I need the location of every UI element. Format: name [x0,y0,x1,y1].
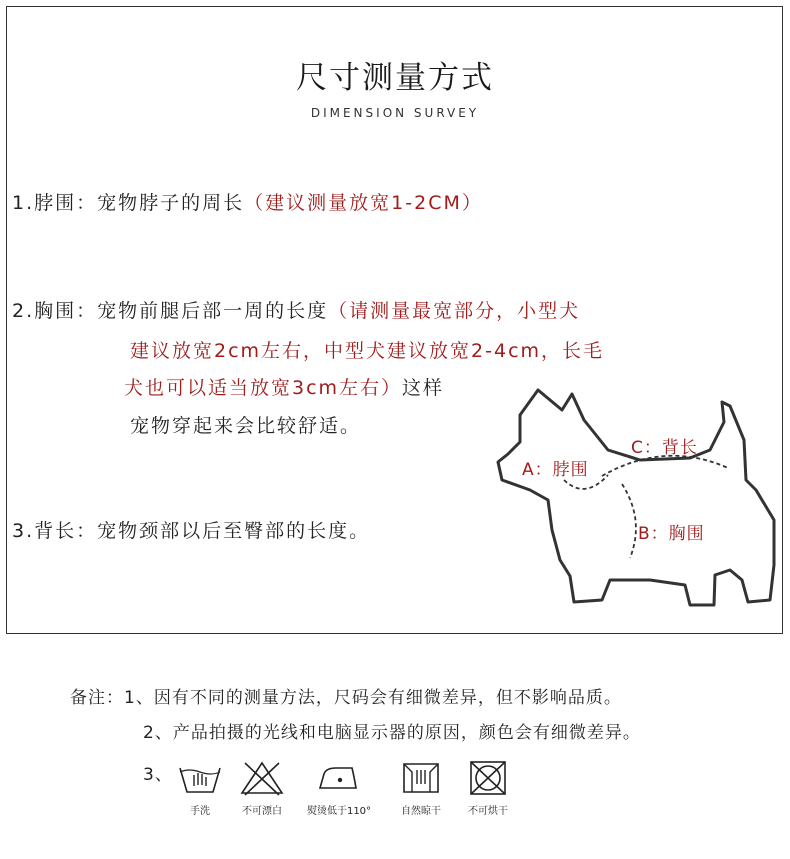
item-neck [12,188,483,215]
item-neck-text: 宠物脖子的周长 [97,192,245,214]
item-neck-note: （建议测量放宽1-2CM） [244,192,483,214]
item-chest-note-1: （请测量最宽部分，小型犬 [328,300,581,322]
no-tumble-dry-label: 不可烘干 [468,806,508,817]
item-back [12,516,370,543]
item-chest-label: 2.胸围： [12,300,98,322]
label-c-back: C：背长 [631,438,698,458]
item-chest-note-3: 犬也可以适当放宽3cm左右） [124,377,403,399]
item-chest-note-2: 建议放宽2cm左右，中型犬建议放宽2-4cm，长毛 [130,340,605,362]
dry-flat-icon [398,760,444,796]
hand-wash-icon [177,760,223,796]
dog-silhouette [490,380,780,615]
page-title: 尺寸测量方式 [296,60,494,96]
no-tumble-dry-icon [465,760,511,796]
item-chest-line-3 [124,373,444,400]
item-neck-label: 1.脖围： [12,192,98,214]
dog-outline [498,390,774,605]
chest-measure-line [622,484,636,558]
no-bleach-label: 不可漂白 [242,806,282,817]
item-chest [12,296,580,323]
page-subtitle: DIMENSION SURVEY [310,106,480,120]
note-2: 2、产品拍摄的光线和电脑显示器的原因，颜色会有细微差异。 [143,723,641,743]
note-prefix: 备注： [70,688,124,708]
iron-low-label: 熨烫低于110° [306,806,372,817]
iron-low-icon [316,760,362,796]
item-back-text: 宠物颈部以后至臀部的长度。 [97,520,371,542]
label-b-chest: B：胸围 [638,524,705,544]
note-3: 3、 [143,765,173,785]
dry-flat-label: 自然晾干 [401,806,441,817]
item-chest-line-4: 宠物穿起来会比较舒适。 [130,415,362,437]
item-back-label: 3.背长： [12,520,98,542]
item-chest-tail: 这样 [402,377,445,399]
no-bleach-icon [239,760,285,796]
item-chest-text: 宠物前腿后部一周的长度 [97,300,329,322]
note-1-text: 1、因有不同的测量方法，尺码会有细微差异，但不影响品质。 [124,688,622,708]
hand-wash-label: 手洗 [190,806,210,817]
label-a-neck: A：脖围 [522,460,589,480]
note-1 [70,683,622,708]
